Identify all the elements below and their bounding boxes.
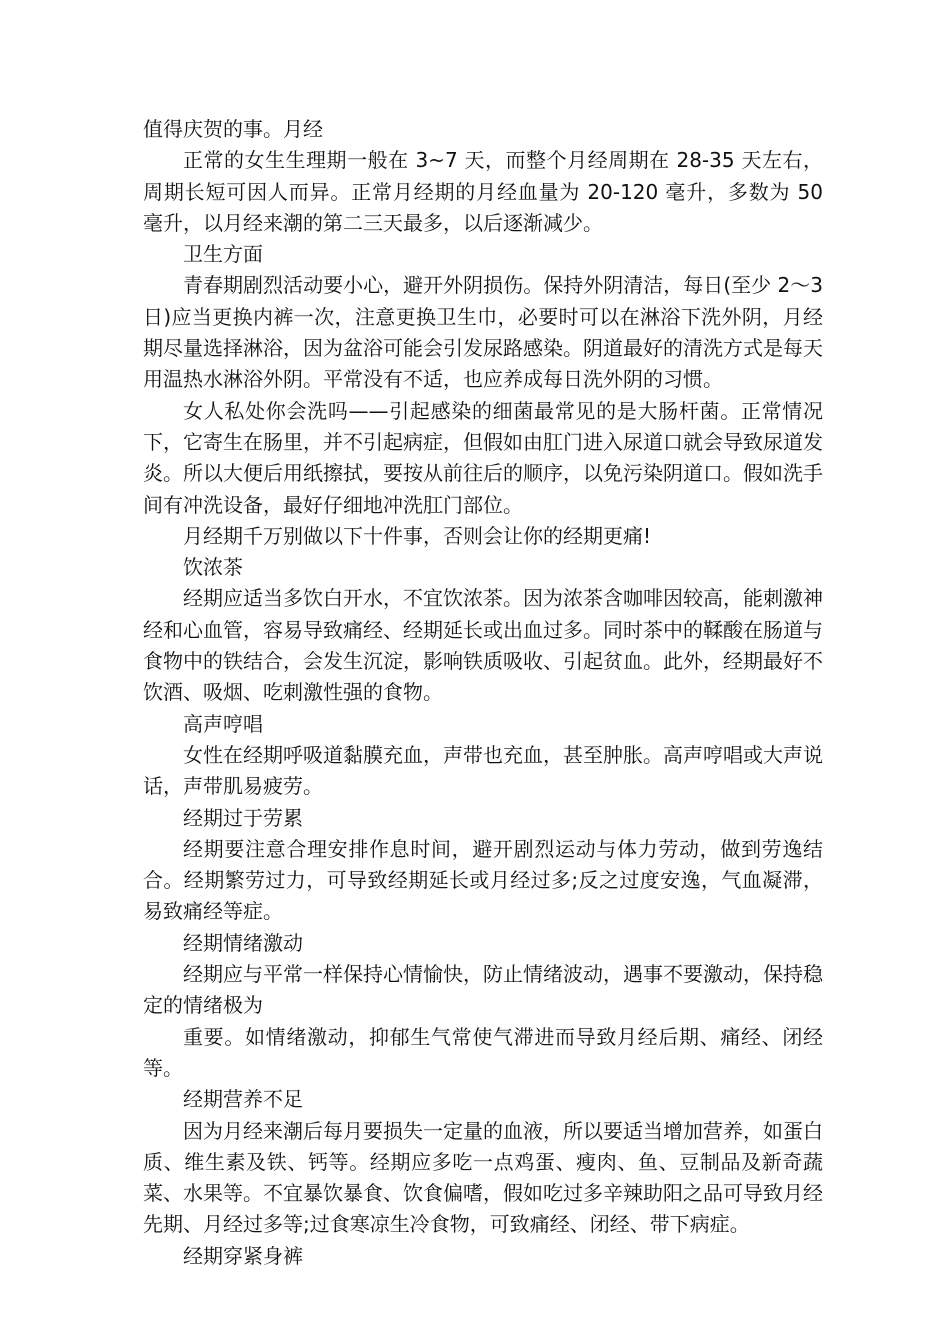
paragraph: 青春期剧烈活动要小心，避开外阴损伤。保持外阴清洁，每日(至少 2～3 日)应当更换内裤一次，注意更换卫生巾，必要时可以在淋浴下洗外阴，月经期尽量选择淋浴，因为盆浴可能会引发尿路感染。阴道最好的清洗方式是每天用温热水淋浴外阴。平常没有不适，也应养成每日洗外阴的习惯。 [143, 273, 823, 392]
paragraph: 值得庆贺的事。月经 [143, 117, 323, 141]
paragraph: 经期应与平常一样保持心情愉快，防止情绪波动，遇事不要激动，保持稳定的情绪极为 [143, 962, 823, 1018]
paragraph: 女人私处你会洗吗——引起感染的细菌最常见的是大肠杆菌。正常情况下，它寄生在肠里，并不引起病症，但假如由肛门进入尿道口就会导致尿道发炎。所以大便后用纸擦拭，要按从前往后的顺序，以免污染阴道口。假如洗手间有冲洗设备，最好仔细地冲洗肛门部位。 [143, 398, 823, 517]
section-heading: 经期营养不足 [183, 1087, 303, 1112]
paragraph: 经期要注意合理安排作息时间，避开剧烈运动与体力劳动，做到劳逸结合。经期繁劳过力，可导致经期延长或月经过多;反之过度安逸，气血凝滞，易致痛经等症。 [143, 836, 823, 924]
paragraph: 因为月经来潮后每月要损失一定量的血液，所以要适当增加营养，如蛋白质、维生素及铁、钙等。经期应多吃一点鸡蛋、瘦肉、鱼、豆制品及新奇蔬菜、水果等。不宜暴饮暴食、饮食偏嗜，假如吃过多辛辣助阳之品可导致月经先期、月经过多等;过食寒凉生冷食物，可致痛经、闭经、带下病症。 [143, 1118, 823, 1237]
paragraph: 经期应适当多饮白开水，不宜饮浓茶。因为浓茶含咖啡因较高，能刺激神经和心血管，容易导致痛经、经期延长或出血过多。同时茶中的鞣酸在肠道与食物中的铁结合，会发生沉淀，影响铁质吸收、引起贫血。此外，经期最好不饮酒、吸烟、吃刺激性强的食物。 [143, 586, 823, 705]
section-heading: 卫生方面 [183, 242, 263, 267]
section-heading: 经期过于劳累 [183, 805, 303, 830]
paragraph: 正常的女生生理期一般在 3~7 天，而整个月经周期在 28-35 天左右，周期长短可因人而异。正常月经期的月经血量为 20-120 毫升，多数为 50 毫升，以月经来潮的第二三天最多，以后逐渐减少。 [143, 148, 823, 235]
section-heading: 饮浓茶 [183, 555, 243, 580]
section-heading: 高声哼唱 [183, 711, 263, 736]
paragraph: 重要。如情绪激动，抑郁生气常使气滞进而导致月经后期、痛经、闭经等。 [143, 1024, 823, 1080]
section-heading: 经期情绪激动 [183, 930, 303, 955]
document-body [143, 114, 823, 1272]
section-heading: 月经期千万别做以下十件事，否则会让你的经期更痛! [183, 523, 652, 548]
section-heading: 经期穿紧身裤 [183, 1243, 303, 1268]
paragraph: 女性在经期呼吸道黏膜充血，声带也充血，甚至肿胀。高声哼唱或大声说话，声带肌易疲劳。 [143, 742, 823, 799]
